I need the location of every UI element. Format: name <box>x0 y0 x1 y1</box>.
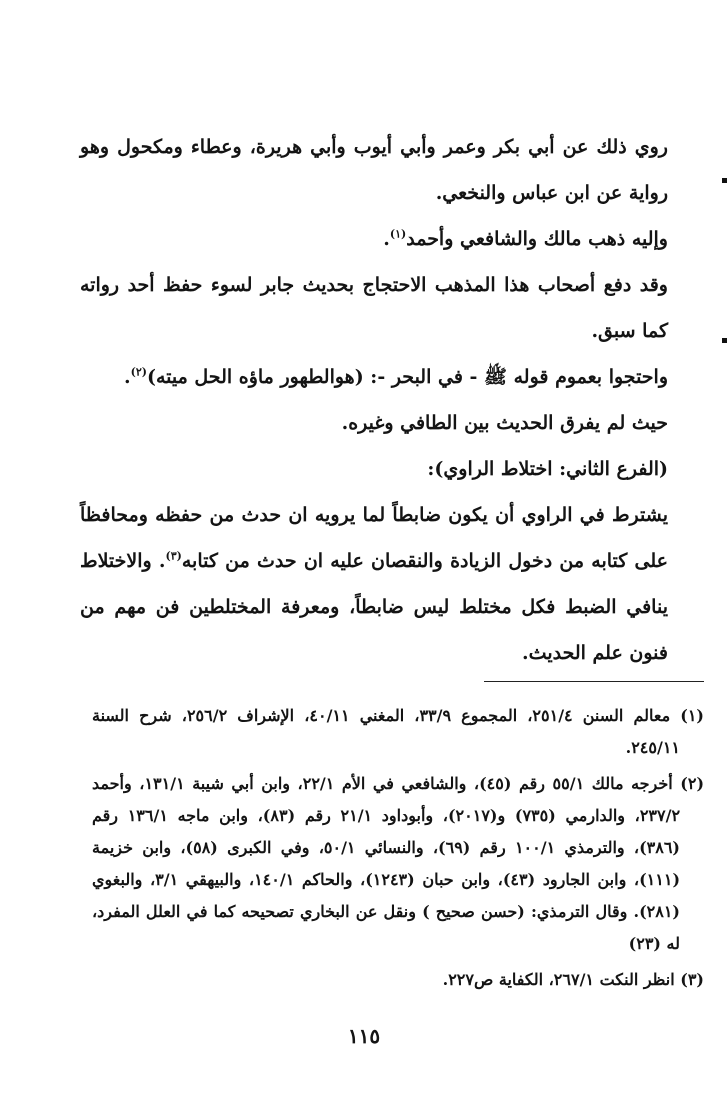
paragraph-4-end: . <box>124 366 131 388</box>
paragraph-2-text: وإليه ذهب مالك والشافعي وأحمد <box>406 228 668 250</box>
page-number: ١١٥ <box>347 1024 381 1048</box>
footnotes <box>92 700 704 1000</box>
scan-edge-mark <box>722 338 727 343</box>
section-heading: (الفرع الثاني: اختلاط الراوي): <box>427 458 668 480</box>
paragraph-2-end: . <box>383 228 390 250</box>
footnote-separator <box>484 681 704 682</box>
footnote-ref-1: (١) <box>389 227 407 241</box>
footnote-3: (٣) انظر النكت ٢٦٧/١، الكفاية ص٢٢٧. <box>442 970 704 989</box>
paragraph-5: حيث لم يفرق الحديث بين الطافي وغيره. <box>341 412 668 434</box>
paragraph-2 <box>80 216 704 262</box>
scan-edge-mark <box>722 178 727 183</box>
paragraph-4-text: واحتجوا بعموم قوله ﷺ - في البحر -: (هوالطهور ماؤه الحل ميته) <box>146 366 668 388</box>
footnote-ref-3: (٣) <box>165 549 182 563</box>
paragraph-4 <box>80 354 704 400</box>
footnote-2: (٢) أخرجه مالك ٥٥/١ رقم (٤٥)، والشافعي في الأم ٢٢/١، وابن أبي شيبة ١٣١/١، وأحمد ٢٣٧/٢، والدارمي (٧٣٥) و(٢٠١٧)، وأبوداود ٢١/١ رقم (٨٣)، وابن ماجه ١٣٦/١ رقم (٣٨٦)، والترمذي ١٠٠/١ رقم (٦٩)، والنسائي ٥٠/١، وفي الكبرى (٥٨)، وابن خزيمة (١١١)، وابن الجارود (٤٣)، وابن حبان (١٢٤٣)، والحاكم ١٤٠/١، والبيهقي ٣/١، والبغوي (٢٨١). وقال الترمذي: (حسن صحيح ) ونقل عن البخاري تصحيحه كما في العلل المفرد، له (٢٣) <box>92 774 705 953</box>
paragraph-7 <box>80 492 704 676</box>
paragraph-3: وقد دفع أصحاب هذا المذهب الاحتجاج بحديث جابر لسوء حفظ أحد رواته كما سبق. <box>80 274 668 342</box>
main-text <box>80 124 704 676</box>
paragraph-7-text: يشترط في الراوي أن يكون ضابطاً لما يرويه ان حدث من حفظه ومحافظاً على كتابه من دخول الزيادة والنقصان عليه ان حدث من كتابه <box>80 504 668 572</box>
paragraph-1: روي ذلك عن أبي بكر وعمر وأبي أيوب وأبي هريرة، وعطاء ومكحول وهو رواية عن ابن عباس والنخعي. <box>80 136 668 204</box>
footnote-1: (١) معالم السنن ٢٥١/٤، المجموع ٣٣/٩، المغني ٤٠/١١، الإشراف ٢٥٦/٢، شرح السنة ٢٤٥/١١. <box>92 706 704 757</box>
paragraph-7-end: . والاختلاط ينافي الضبط فكل مختلط ليس ضابطاً، ومعرفة المختلطين فن مهم من فنون علم الحديث. <box>80 550 668 664</box>
footnote-ref-2: (٢) <box>130 365 147 379</box>
